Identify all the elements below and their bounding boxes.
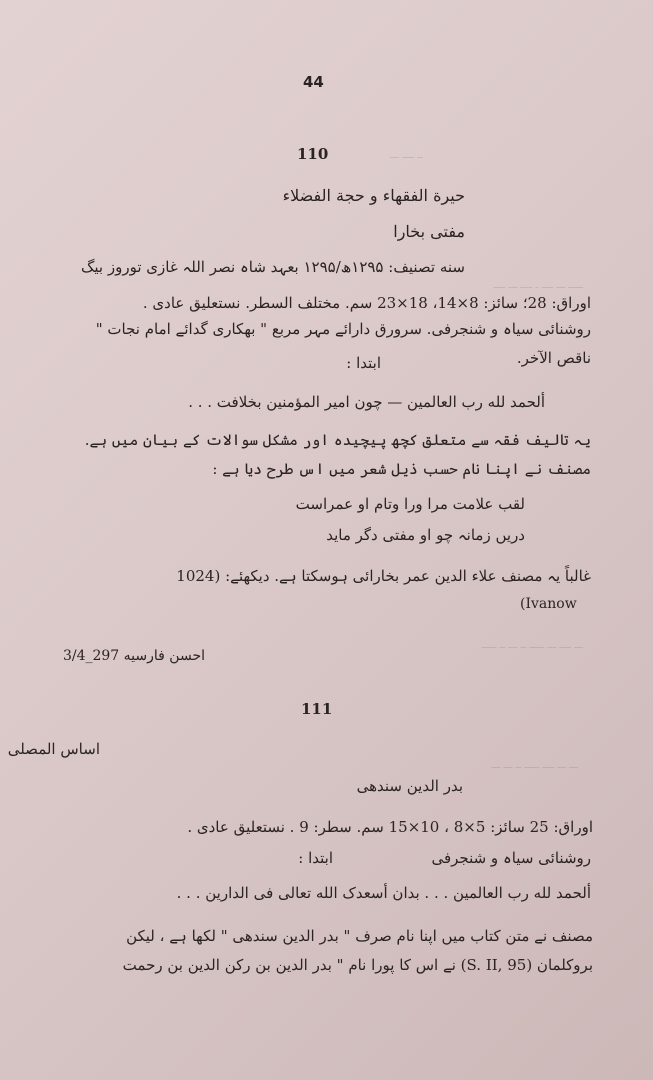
entry-author: بدر الدین سندھی [356,777,463,795]
ink-details: روشنائی سیاہ و شنجرفی [431,849,591,867]
entry-title: اساس المصلی [7,740,100,758]
entry-author: مفتی بخارا [393,222,465,241]
bleed-through-text: ــ ــــ ـــ [390,150,423,161]
page-number: 44 [303,73,324,91]
composition-date: سنه تصنیف: ۱۲۹۵ھ/۱۲۹۵ بعہد شاہ نصر اللہ غازی توروز بیگ [80,258,465,276]
verse-line: لقب علامت مرا ورا وتام او عمراست [295,495,525,513]
description-line: یہ تالیف فقہ سے متعلق کچھ پیچیدہ اور مشکل سوالات کے بیان میں ہے. [84,431,591,449]
entry-number: 110 [297,145,329,163]
entry-title: حيرة الفقهاء و حجة الفضلاء [282,186,465,205]
bleed-through-text: ـــ ـــ ــــ ـــــ ــ ـــ ـــ [491,760,578,771]
beginning-label: ابتدا : [298,849,333,867]
reference-note: غالباً یہ مصنف علاء الدین عمر بخارائی ہوسکتا ہے. دیکھئے: (1024 [176,567,591,585]
description-line: مصنف نے اپنا نام حسب ذیل شعر میں اس طرح دیا ہے : [212,460,591,478]
shelf-mark: احسن فارسیه 297_3/4 [62,648,205,664]
bleed-through-text: ـــــ ـــ ــــ ـ ــــ ـــ ــــ [493,280,583,291]
beginning-label: ابتدا : [346,354,381,372]
ink-and-binding: روشنائی سیاہ و شنجرفی. سرورق دارائے مہر مربع " بھکاری گدائے امام نجات " [95,320,591,338]
verse-line: دریں زمانہ چو او مفتی دگر ماید [326,526,525,544]
defect-note: ناقص الآخر. [516,349,591,367]
description-line: بروکلمان (S. II, 95) نے اس کا پورا نام " بدر الدین بن رکن الدین بن رحمت [122,956,593,974]
reference-note-continued: (Ivanow [520,596,577,612]
folio-details: اوراق: 25 سائز: 5×8 ، 10×15 سم. سطر: 9 . نستعلیق عادی . [187,818,593,836]
folio-details: اوراق: 28؛ سائز: 8×14، 18×23 سم. مختلف السطر. نستعلیق عادی . [142,294,591,312]
description-line: مصنف نے متن کتاب میں اپنا نام صرف " بدر الدین سندھی " لکھا ہے ، لیکن [126,927,593,945]
entry-number: 111 [301,700,333,718]
incipit: ألحمد لله رب العالمین . . . بدان أسعدک الله تعالی فی الدارین . . . [176,884,591,902]
incipit: ألحمد لله رب العالمين — چون امیر المؤمنین بخلافت . . . [188,393,545,411]
bleed-through-text: ـــ ــــ ـــ ـــــ ــ ـــ ــ ـــــ [481,640,583,651]
